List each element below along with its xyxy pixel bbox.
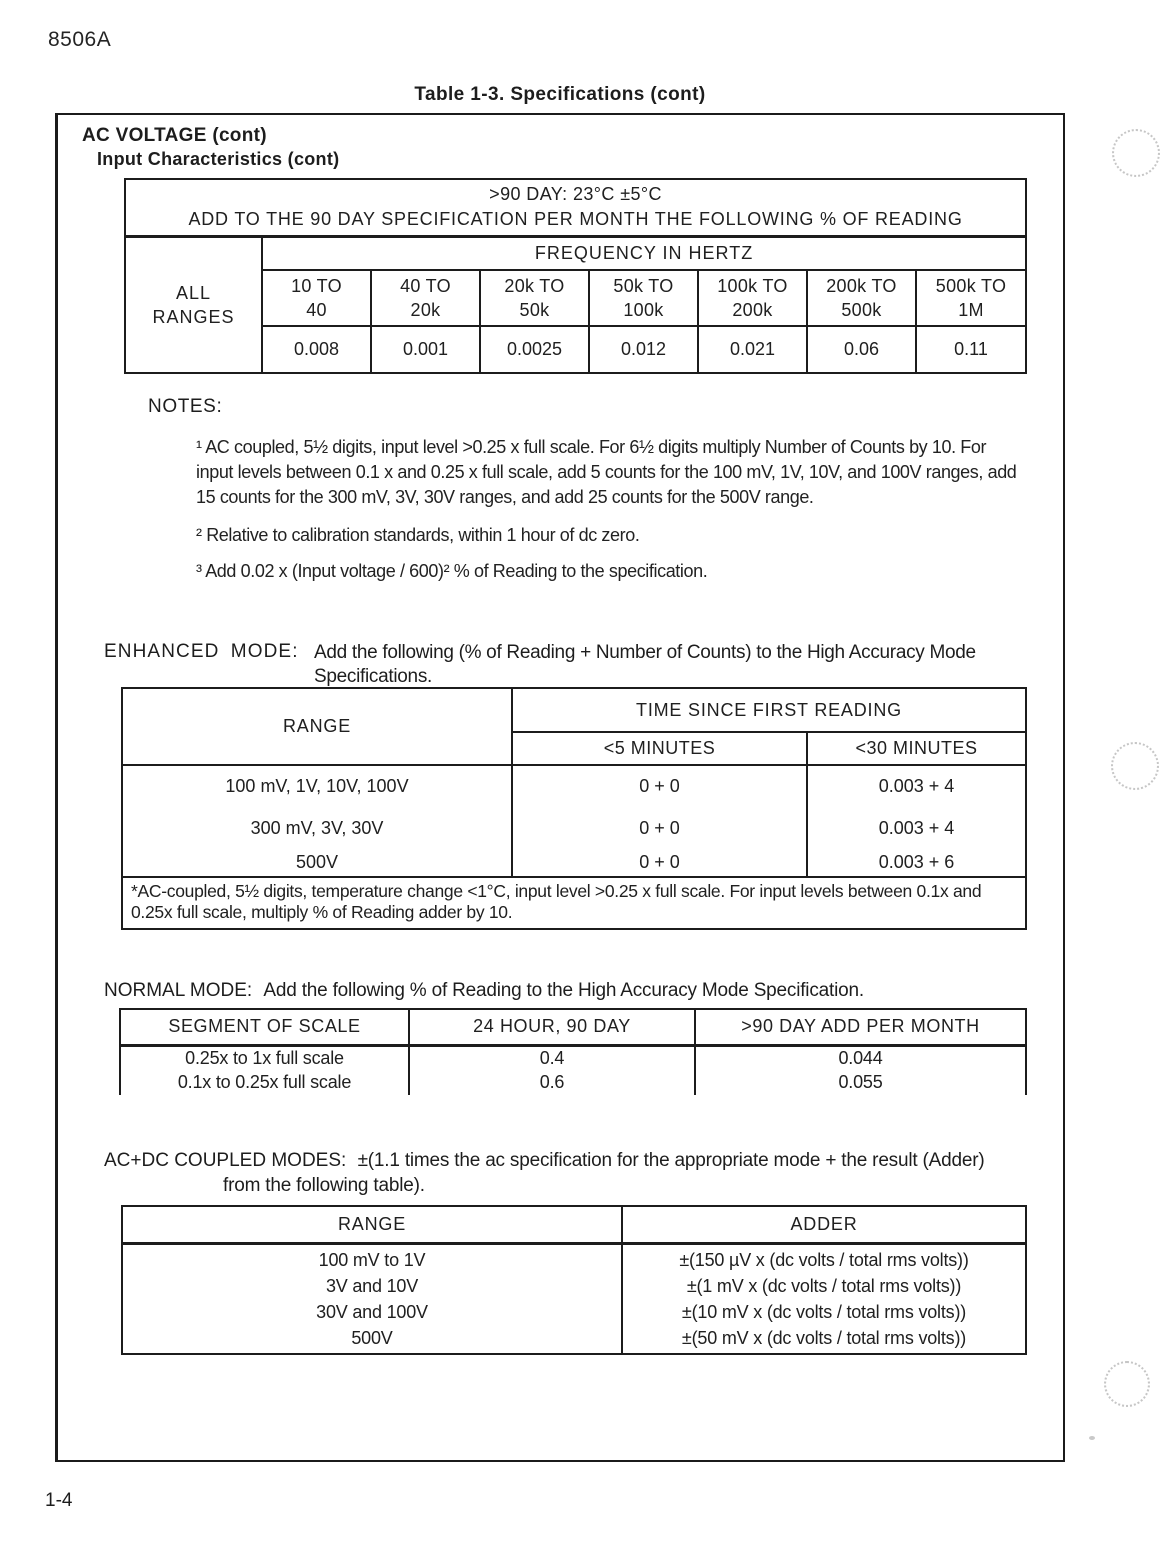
norm-col-month: >90 DAY ADD PER MONTH [695,1009,1026,1045]
acdc-adder-line: ±(50 mV x (dc volts / total rms volts)) [681,1327,967,1348]
acdc-adder-cell [622,1243,1026,1354]
freq-col-header: 500k TO 1M [916,270,1026,326]
section-title: AC VOLTAGE (cont) [82,125,267,146]
acdc-mode-description-line2: from the following table). [223,1175,425,1196]
acdc-col-adder: ADDER [622,1206,1026,1243]
acdc-range-line: 100 mV to 1V [318,1249,426,1270]
freq-value: 0.021 [698,326,807,373]
acdc-adder-line: ±(10 mV x (dc volts / total rms volts)) [681,1301,967,1322]
notes-label: NOTES: [148,396,223,417]
acdc-mode-heading [104,1150,984,1172]
note-2: ² Relative to calibration standards, within 1 hour of dc zero. [196,525,640,545]
acdc-mode-description-line1: ±(1.1 times the ac specification for the appropriate mode + the result (Adder) [357,1150,985,1171]
norm-segment-cell: 0.1x to 0.25x full scale [120,1070,409,1095]
freq-row-label-line2: RANGES [152,306,235,327]
enh-range-cell: 100 mV, 1V, 10V, 100V [122,765,512,807]
enh-range-cell: 300 mV, 3V, 30V [122,807,512,849]
norm-col-day: 24 HOUR, 90 DAY [409,1009,695,1045]
acdc-col-range: RANGE [122,1206,622,1243]
freq-value: 0.06 [807,326,916,373]
enh-col-5min: <5 MINUTES [512,732,807,765]
enhanced-mode-label: ENHANCED MODE: [104,641,299,662]
doc-number: 8506A [48,28,112,51]
acdc-range-line: 30V and 100V [316,1301,428,1322]
enhanced-mode-description: Add the following (% of Reading + Number of Counts) to the High Accuracy Mode Specifications. [314,642,976,687]
enh-5min-cell: 0 + 0 [512,807,807,849]
freq-table-title-line1: >90 DAY: 23°C ±5°C [489,184,662,205]
norm-table-row [120,1070,1026,1095]
freq-value: 0.11 [916,326,1026,373]
punch-hole-mark [1111,742,1159,790]
freq-col-header: 40 TO 20k [371,270,480,326]
enh-table-row [122,807,1026,849]
enh-col-30min: <30 MINUTES [807,732,1026,765]
freq-row-label-line1: ALL [175,282,212,303]
enh-30min-cell: 0.003 + 4 [807,765,1026,807]
enh-30min-cell: 0.003 + 6 [807,849,1026,877]
freq-col-header: 20k TO 50k [480,270,589,326]
acdc-range-cell [122,1243,622,1354]
enh-5min-cell: 0 + 0 [512,765,807,807]
enh-30min-cell: 0.003 + 4 [807,807,1026,849]
freq-value: 0.012 [589,326,698,373]
enh-table-footnote: *AC-coupled, 5½ digits, temperature change <1°C, input level >0.25 x full scale. For input levels between 0.1x and 0.25x full scale, multiply % of Reading adder by 10. [122,877,1026,929]
acdc-mode-label: AC+DC COUPLED MODES: [104,1150,347,1171]
normal-mode-table [119,1008,1027,1095]
enhanced-mode-heading [104,641,1026,689]
scan-speck [1089,1436,1095,1440]
punch-hole-mark [1112,129,1160,177]
enh-table-row [122,849,1026,877]
note-3: ³ Add 0.02 x (Input voltage / 600)² % of Reading to the specification. [196,561,708,581]
enh-range-cell: 500V [122,849,512,877]
enhanced-mode-table [121,687,1027,930]
enh-5min-cell: 0 + 0 [512,849,807,877]
normal-mode-description: Add the following % of Reading to the High Accuracy Mode Specification. [263,980,864,1001]
acdc-range-line: 3V and 10V [325,1275,419,1296]
freq-table-title-cell [125,179,1026,236]
freq-table-title-line2: ADD TO THE 90 DAY SPECIFICATION PER MONTH THE FOLLOWING % OF READING [188,209,963,230]
freq-value: 0.001 [371,326,480,373]
norm-day-cell: 0.4 [409,1045,695,1070]
norm-day-cell: 0.6 [409,1070,695,1095]
freq-col-header: 100k TO 200k [698,270,807,326]
freq-col-header: 10 TO 40 [262,270,371,326]
acdc-mode-table [121,1205,1027,1355]
enh-table-row [122,765,1026,807]
frequency-spec-table [124,178,1027,374]
section-subtitle: Input Characteristics (cont) [97,149,340,169]
norm-segment-cell: 0.25x to 1x full scale [120,1045,409,1070]
freq-group-header: FREQUENCY IN HERTZ [262,236,1026,270]
enh-col-group: TIME SINCE FIRST READING [512,688,1026,732]
enh-col-range: RANGE [122,688,512,765]
punch-hole-mark [1104,1361,1150,1407]
specifications-frame [55,113,1065,1462]
acdc-adder-line: ±(1 mV x (dc volts / total rms volts)) [686,1275,962,1296]
freq-row-label [125,236,262,373]
norm-month-cell: 0.055 [695,1070,1026,1095]
freq-value: 0.0025 [480,326,589,373]
normal-mode-heading [104,980,864,1002]
page-number: 1-4 [45,1490,73,1511]
norm-month-cell: 0.044 [695,1045,1026,1070]
norm-table-row [120,1045,1026,1070]
note-1: ¹ AC coupled, 5½ digits, input level >0.25 x full scale. For 6½ digits multiply Number of Counts by 10. For input levels between 0.1 x and 0.25 x full scale, add 5 counts for the 100 mV, 1V, 10V, and 100V ranges, add 15 counts for the 300 mV, 3V, 30V ranges, and add 25 counts for the 500V range. [196,437,1017,507]
acdc-adder-line: ±(150 µV x (dc volts / total rms volts)) [679,1249,969,1270]
norm-col-segment: SEGMENT OF SCALE [120,1009,409,1045]
freq-col-header: 200k TO 500k [807,270,916,326]
freq-value: 0.008 [262,326,371,373]
table-caption: Table 1-3. Specifications (cont) [414,84,706,105]
normal-mode-label: NORMAL MODE: [104,980,253,1001]
acdc-range-line: 500V [351,1327,393,1348]
freq-col-header: 50k TO 100k [589,270,698,326]
